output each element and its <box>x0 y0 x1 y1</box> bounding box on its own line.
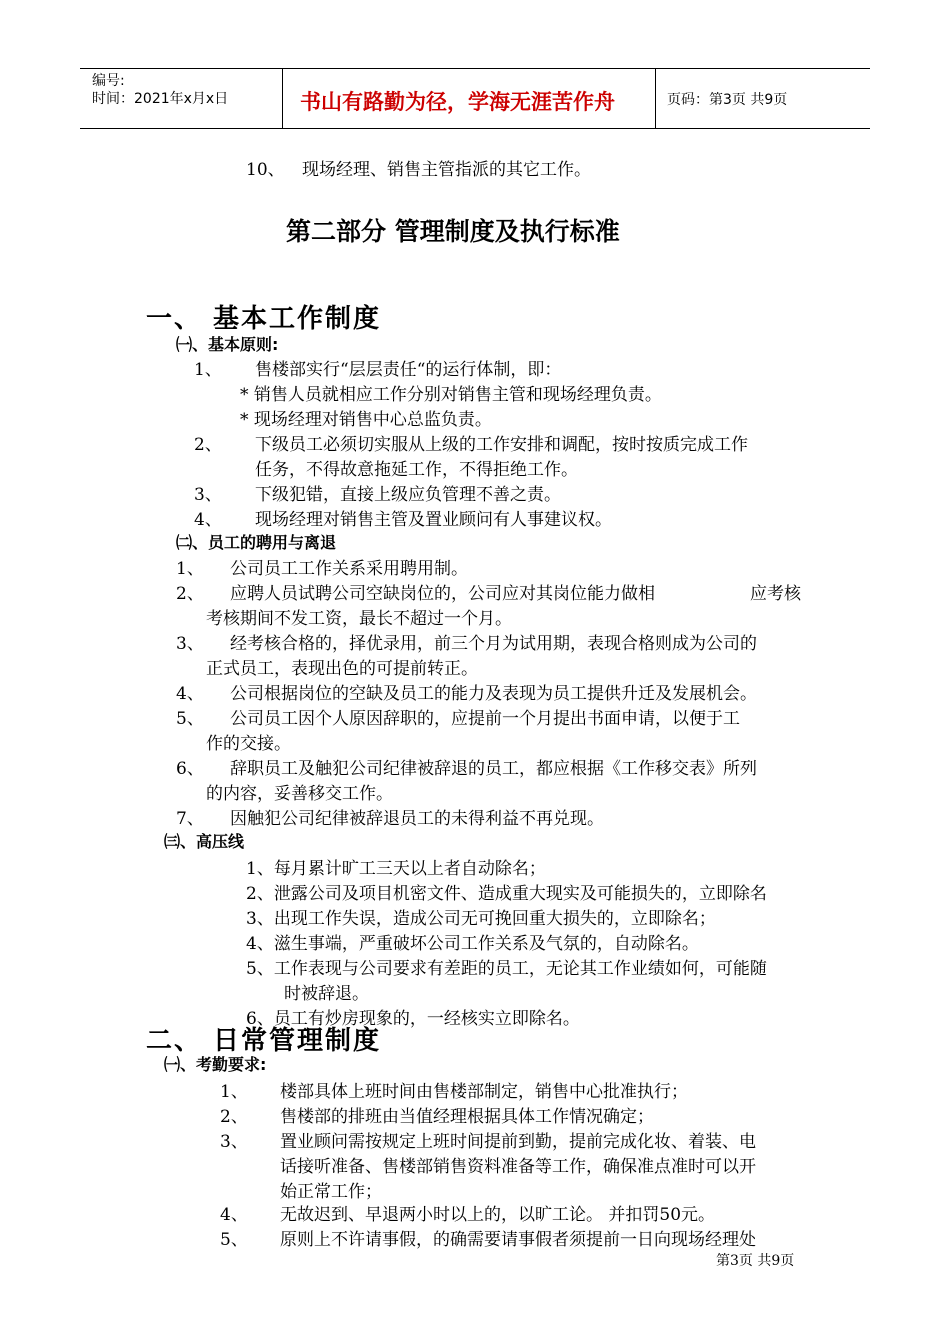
header-code-label: 编号: <box>92 73 125 89</box>
header-top-rule <box>80 68 870 69</box>
footer-page-number: 第3页 共9页 <box>716 1253 795 1269</box>
header-divider-right <box>655 68 656 129</box>
list-item-num: 2、 <box>176 584 204 604</box>
intro-item-text: 现场经理、销售主管指派的其它工作。 <box>302 160 591 180</box>
list-item-text-cont: 任务，不得故意拖延工作，不得拒绝工作。 <box>255 460 578 480</box>
list-item-text-cont: 话接听准备、售楼部销售资料准备等工作，确保准点准时可以开 <box>280 1157 756 1177</box>
list-item-text-cont: 考核期间不发工资，最长不超过一个月。 <box>206 609 512 629</box>
list-item-text-cont: 正式员工，表现出色的可提前转正。 <box>206 659 478 679</box>
section-1-heading: 一、 基本工作制度 <box>146 304 382 334</box>
list-item-text: 公司根据岗位的空缺及员工的能力及表现为员工提供升迁及发展机会。 <box>230 684 757 704</box>
list-item-num: 4、 <box>220 1205 248 1225</box>
section-1-sub-2-heading: ㈡、员工的聘用与离退 <box>176 533 337 552</box>
list-item-text: 售楼部的排班由当值经理根据具体工作情况确定； <box>280 1107 654 1127</box>
list-subitem: * 现场经理对销售中心总监负责。 <box>240 410 492 430</box>
list-item-text-tail: 应考核 <box>750 584 801 604</box>
rule-item: 1、每月累计旷工三天以上者自动除名； <box>246 859 546 879</box>
list-item-num: 4、 <box>194 510 222 530</box>
rule-item: 3、出现工作失误，造成公司无可挽回重大损失的，立即除名； <box>246 909 716 929</box>
list-item-text-cont: 作的交接。 <box>206 734 291 754</box>
list-item-num: 3、 <box>194 485 222 505</box>
rule-item-cont: 时被辞退。 <box>284 984 369 1004</box>
list-item-num: 1、 <box>176 559 204 579</box>
list-item-num: 6、 <box>176 759 204 779</box>
list-item-num: 3、 <box>220 1132 248 1152</box>
list-item-text: 现场经理对销售主管及置业顾问有人事建议权。 <box>255 510 612 530</box>
list-item-num: 3、 <box>176 634 204 654</box>
list-item-text: 公司员工工作关系采用聘用制。 <box>230 559 468 579</box>
list-item-text: 经考核合格的，择优录用，前三个月为试用期，表现合格则成为公司的 <box>230 634 757 654</box>
list-item-text: 无故迟到、早退两小时以上的，以旷工论。 并扣罚50元。 <box>280 1205 716 1225</box>
list-item-text: 因触犯公司纪律被辞退员工的未得利益不再兑现。 <box>230 809 604 829</box>
list-item-text: 楼部具体上班时间由售楼部制定，销售中心批准执行； <box>280 1082 688 1102</box>
header-page-label: 页码：第3页 共9页 <box>667 92 788 108</box>
header-date-label: 时间：2021年x月x日 <box>92 91 229 107</box>
document-title: 第二部分 管理制度及执行标准 <box>286 217 620 246</box>
list-item-num: 1、 <box>220 1082 248 1102</box>
rule-item: 4、滋生事端，严重破坏公司工作关系及气氛的，自动除名。 <box>246 934 699 954</box>
list-item-text: 原则上不许请事假，的确需要请事假者须提前一日向现场经理处 <box>280 1230 756 1250</box>
list-item-text: 下级犯错，直接上级应负管理不善之责。 <box>255 485 561 505</box>
list-item-num: 5、 <box>220 1230 248 1250</box>
list-item-num: 1、 <box>194 360 222 380</box>
list-item-text-cont: 始正常工作； <box>280 1182 382 1202</box>
section-1-sub-1-heading: ㈠、基本原则: <box>176 335 279 354</box>
list-item-text: 下级员工必须切实服从上级的工作安排和调配，按时按质完成工作 <box>255 435 748 455</box>
header-divider-left <box>282 68 283 129</box>
list-item-text: 售楼部实行“层层责任“的运行体制，即： <box>255 360 562 380</box>
list-item-num: 2、 <box>194 435 222 455</box>
list-item-text: 置业顾问需按规定上班时间提前到勤，提前完成化妆、着装、电 <box>280 1132 756 1152</box>
section-2-heading: 二、 日常管理制度 <box>146 1026 382 1056</box>
list-item-num: 5、 <box>176 709 204 729</box>
rule-item: 5、工作表现与公司要求有差距的员工，无论其工作业绩如何，可能随 <box>246 959 767 979</box>
rule-item: 2、泄露公司及项目机密文件、造成重大现实及可能损失的，立即除名 <box>246 884 767 904</box>
list-item-num: 7、 <box>176 809 204 829</box>
intro-item-num: 10、 <box>246 160 285 180</box>
list-item-text: 公司员工因个人原因辞职的，应提前一个月提出书面申请，以便于工 <box>230 709 740 729</box>
header-bottom-rule <box>80 128 870 129</box>
list-item-text: 应聘人员试聘公司空缺岗位的，公司应对其岗位能力做相 <box>230 584 655 604</box>
list-item-num: 4、 <box>176 684 204 704</box>
list-subitem: * 销售人员就相应工作分别对销售主管和现场经理负责。 <box>240 385 662 405</box>
rule-item: 6、员工有炒房现象的，一经核实立即除名。 <box>246 1009 580 1029</box>
section-2-sub-1-heading: ㈠、考勤要求: <box>164 1055 267 1074</box>
list-item-text: 辞职员工及触犯公司纪律被辞退的员工，都应根据《工作移交表》所列 <box>230 759 757 779</box>
list-item-text-cont: 的内容，妥善移交工作。 <box>206 784 393 804</box>
list-item-num: 2、 <box>220 1107 248 1127</box>
section-1-sub-3-heading: ㈢、高压线 <box>164 832 245 851</box>
header-motto: 书山有路勤为径，学海无涯苦作舟 <box>300 90 615 114</box>
